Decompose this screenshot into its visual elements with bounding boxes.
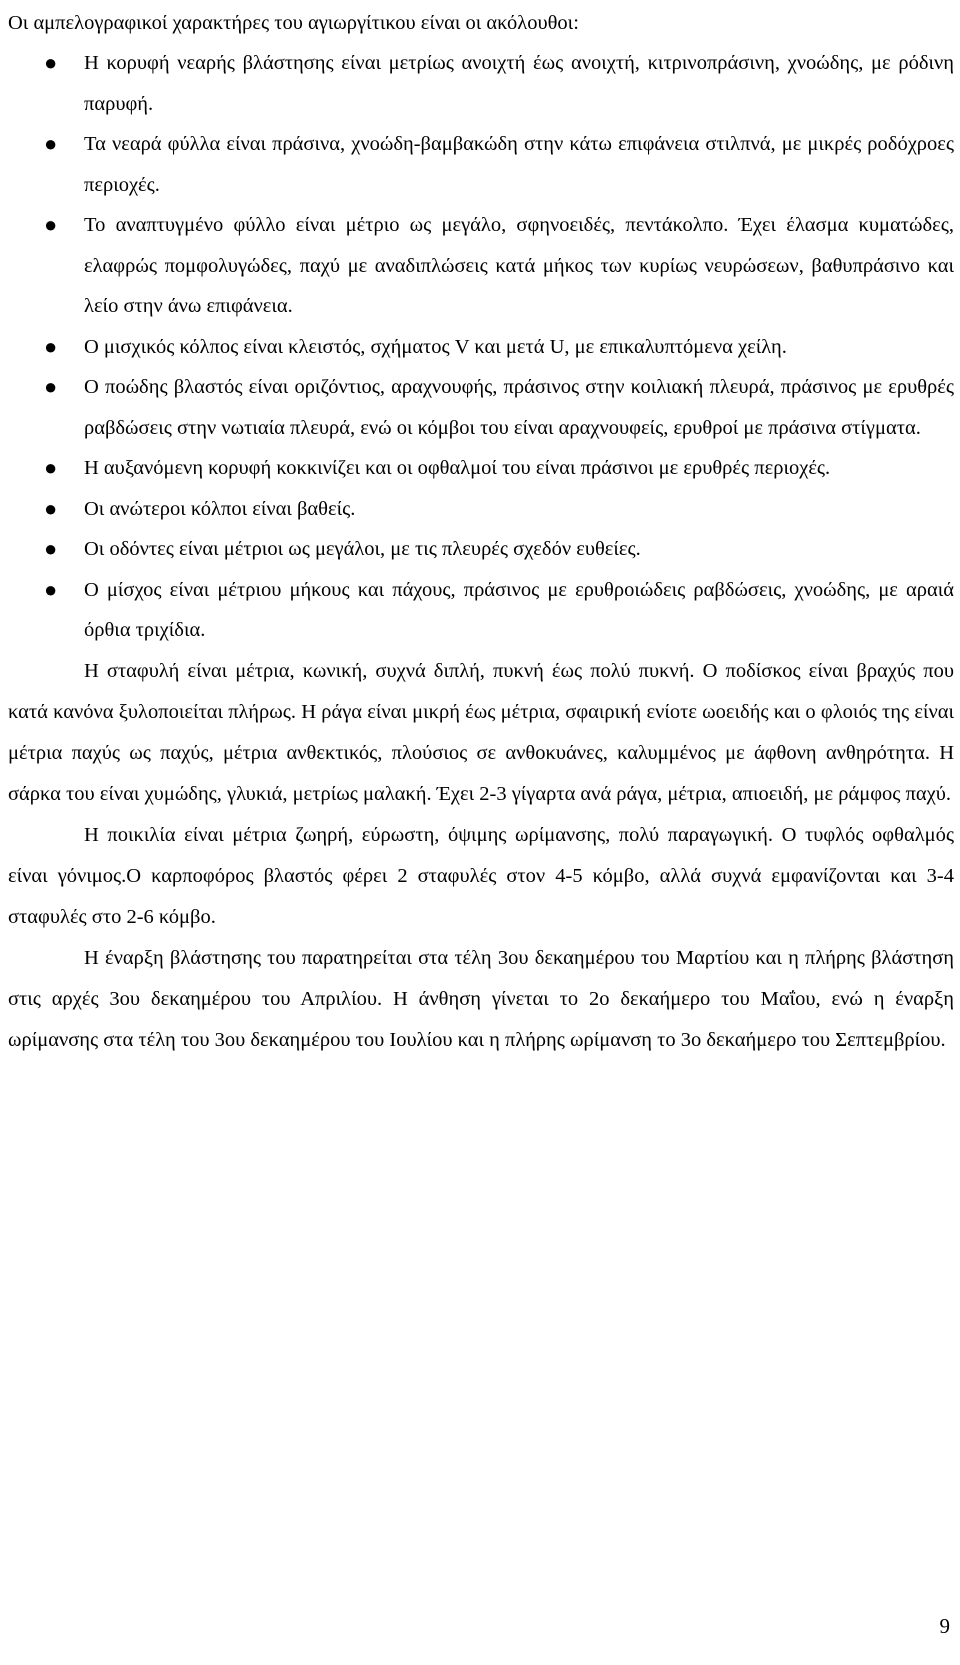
trait-list <box>8 43 954 651</box>
list-item <box>8 124 954 205</box>
list-item-text: Ο μισχικός κόλπος είναι κλειστός, σχήματος V και μετά U, με επικαλυπτόμενα χείλη. <box>84 335 787 358</box>
document-page <box>8 0 954 1061</box>
bullet-icon: ● <box>44 131 58 156</box>
paragraph-cluster: Η σταφυλή είναι μέτρια, κωνική, συχνά διπλή, πυκνή έως πολύ πυκνή. Ο ποδίσκος είναι βραχύς που κατά κανόνα ξυλοποιείται πλήρως. Η ράγα είναι μικρή έως μέτρια, σφαιρική ενίοτε ωοειδής και ο φλοιός της είναι μέτρια παχύς ως παχύς, μέτρια ανθεκτικός, πλούσιος σε ανθοκυάνες, καλυμμένος με άφθονη ανθηρότητα. Η σάρκα του είναι χυμώδης, γλυκιά, μετρίως μαλακή. Έχει 2-3 γίγαρτα ανά ράγα, μέτρια, απιοειδή, με ράμφος παχύ. <box>8 659 954 805</box>
list-item <box>8 367 954 448</box>
bullet-icon: ● <box>44 536 58 561</box>
list-item-text: Οι ανώτεροι κόλποι είναι βαθείς. <box>84 497 356 520</box>
bullet-icon: ● <box>44 333 58 359</box>
bullet-icon: ● <box>44 212 58 237</box>
paragraph-phenology: Η έναρξη βλάστησης του παρατηρείται στα τέλη 3ου δεκαημέρου του Μαρτίου και η πλήρης βλάστηση στις αρχές 3ου δεκαημέρου του Απριλίου. Η άνθηση γίνεται το 2ο δεκαήμερο του Μαΐου, ενώ η έναρξη ωρίμανσης στα τέλη του 3ου δεκαημέρου του Ιουλίου και η πλήρης ωρίμανση το 3ο δεκαήμερο του Σεπτεμβρίου. <box>8 946 954 1051</box>
list-item-text: Οι οδόντες είναι μέτριοι ως μεγάλοι, με τις πλευρές σχεδόν ευθείες. <box>84 538 641 560</box>
list-item <box>8 529 954 570</box>
list-item-text: Η αυξανόμενη κορυφή κοκκινίζει και οι οφθαλμοί του είναι πράσινοι με ερυθρές περιοχές. <box>84 457 831 479</box>
bullet-icon: ● <box>44 374 58 399</box>
list-item <box>8 327 954 368</box>
intro-sentence: Οι αμπελογραφικοί χαρακτήρες του αγιωργίτικου είναι οι ακόλουθοι: <box>8 12 579 34</box>
list-item-text: Το αναπτυγμένο φύλλο είναι μέτριο ως μεγάλο, σφηνοειδές, πεντάκολπο. Έχει έλασμα κυματώδες, ελαφρώς πομφολυγώδες, παχύ με αναδιπλώσεις κατά μήκος των κυρίως νευρώσεων, βαθυπράσινο και λείο στην άνω επιφάνεια. <box>84 214 954 317</box>
list-item <box>8 489 954 530</box>
list-item <box>8 448 954 489</box>
bullet-icon: ● <box>44 50 58 75</box>
list-item-text: Η κορυφή νεαρής βλάστησης είναι μετρίως ανοιχτή έως ανοιχτή, κιτρινοπράσινη, χνοώδης, με ρόδινη παρυφή. <box>84 52 954 115</box>
list-item <box>8 43 954 124</box>
bullet-icon: ● <box>44 455 58 480</box>
bullet-icon: ● <box>44 495 58 521</box>
list-item-text: Τα νεαρά φύλλα είναι πράσινα, χνοώδη-βαμβακώδη στην κάτω επιφάνεια στιλπνά, με μικρές ροδόχροες περιοχές. <box>84 133 954 196</box>
bullet-icon: ● <box>44 576 58 602</box>
list-item <box>8 205 954 327</box>
list-item-text: Ο ποώδης βλαστός είναι οριζόντιος, αραχνουφής, πράσινος στην κοιλιακή πλευρά, πράσινος με ερυθρές ραβδώσεις στην νωτιαία πλευρά, ενώ οι κόμβοι του είναι αραχνουφείς, ερυθροί με πράσινα στίγματα. <box>84 376 954 439</box>
page-number: 9 <box>939 1614 950 1638</box>
list-item <box>8 570 954 651</box>
list-item-text: Ο μίσχος είναι μέτριου μήκους και πάχους, πράσινος με ερυθροιώδεις ραβδώσεις, χνοώδης, με αραιά όρθια τριχίδια. <box>84 578 954 641</box>
paragraph-variety: Η ποικιλία είναι μέτρια ζωηρή, εύρωστη, όψιμης ωρίμανσης, πολύ παραγωγική. Ο τυφλός οφθαλμός είναι γόνιμος.Ο καρποφόρος βλαστός φέρει 2 σταφυλές στον 4-5 κόμβο, αλλά συχνά εμφανίζονται και 3-4 σταφυλές στο 2-6 κόμβο. <box>8 823 954 928</box>
